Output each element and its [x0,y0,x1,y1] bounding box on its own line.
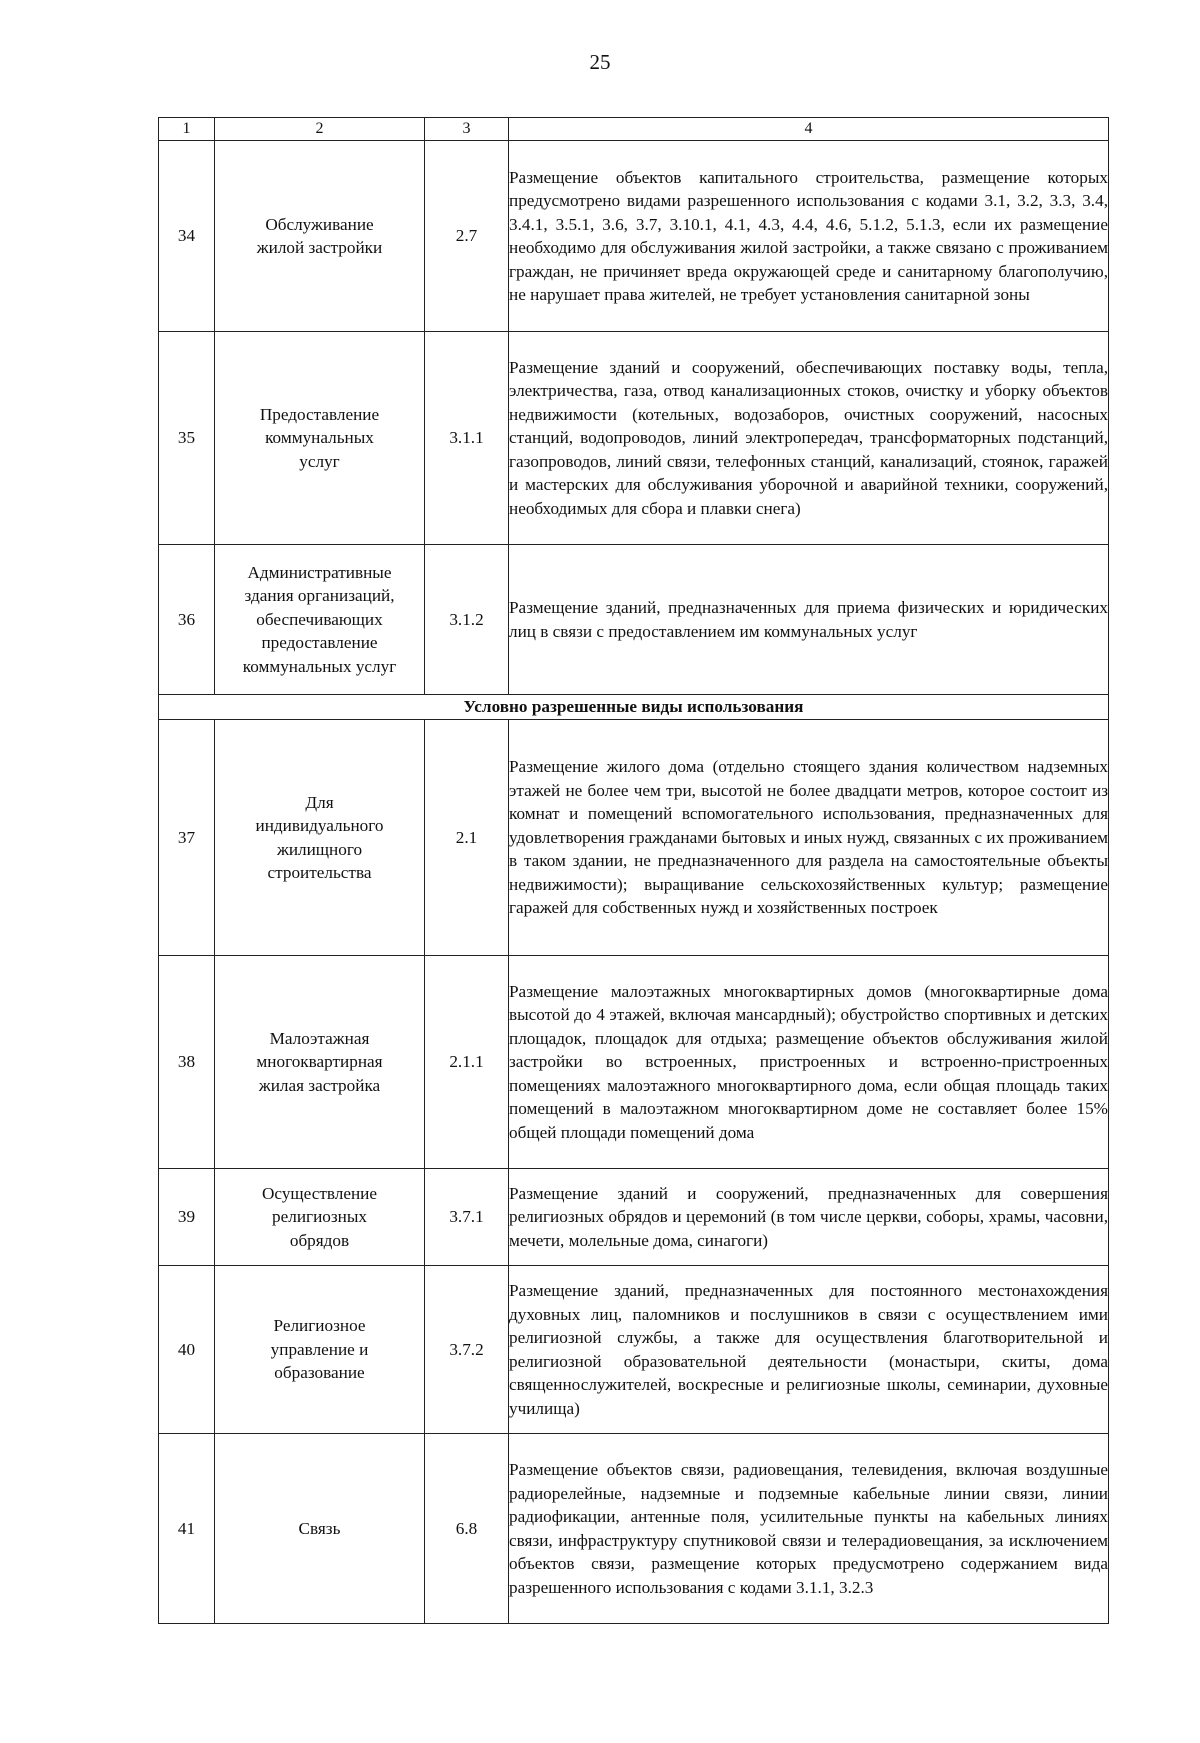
use-type-code: 2.1 [425,720,509,956]
use-type-name: Малоэтажная многоквартирная жилая застройка [215,956,425,1169]
column-header-4: 4 [509,118,1109,141]
use-type-description: Размещение зданий, предназначенных для приема физических и юридических лиц в связи с предоставлением им коммунальных услуг [509,545,1109,695]
table-row [159,1434,1109,1624]
use-type-code: 3.7.2 [425,1266,509,1434]
row-number: 39 [159,1169,215,1266]
table-row [159,720,1109,956]
table-row [159,545,1109,695]
use-type-code: 3.1.1 [425,332,509,545]
row-number: 38 [159,956,215,1169]
table-row [159,1169,1109,1266]
row-number: 40 [159,1266,215,1434]
use-type-name: Обслуживание жилой застройки [215,141,425,332]
column-header-1: 1 [159,118,215,141]
header-row [159,118,1109,141]
row-number: 35 [159,332,215,545]
use-type-name: Для индивидуального жилищного строительства [215,720,425,956]
use-type-code: 3.1.2 [425,545,509,695]
land-use-table [158,117,1109,1624]
use-type-code: 2.1.1 [425,956,509,1169]
row-number: 41 [159,1434,215,1624]
table-row [159,956,1109,1169]
column-header-2: 2 [215,118,425,141]
use-type-code: 6.8 [425,1434,509,1624]
page-number: 25 [589,50,611,74]
section-title: Условно разрешенные виды использования [159,695,1109,720]
use-type-name: Связь [215,1434,425,1624]
column-header-3: 3 [425,118,509,141]
section-row [159,695,1109,720]
use-type-description: Размещение зданий, предназначенных для постоянного местонахождения духовных лиц, паломников и послушников в связи с осуществлением ими религиозной службы, а также для осуществления благотворительной и религиозной образовательной деятельности (монастыри, скиты, дома священнослужителей, воскресные и религиозные школы, семинарии, духовные училища) [509,1266,1109,1434]
table-row [159,1266,1109,1434]
use-type-name: Предоставление коммунальных услуг [215,332,425,545]
row-number: 37 [159,720,215,956]
use-type-description: Размещение зданий и сооружений, предназначенных для совершения религиозных обрядов и церемоний (в том числе церкви, соборы, храмы, часовни, мечети, молельные дома, синагоги) [509,1169,1109,1266]
use-type-name: Осуществление религиозных обрядов [215,1169,425,1266]
table-row [159,332,1109,545]
use-type-code: 2.7 [425,141,509,332]
table-row [159,141,1109,332]
row-number: 34 [159,141,215,332]
use-type-description: Размещение жилого дома (отдельно стоящего здания количеством надземных этажей не более чем три, высотой не более двадцати метров, которое состоит из комнат и помещений вспомогательного использования, предназначенных для удовлетворения гражданами бытовых и иных нужд, связанных с их проживанием в таком здании, не предназначенного для раздела на самостоятельные объекты недвижимости); выращивание сельскохозяйственных культур; размещение гаражей для собственных нужд и хозяйственных построек [509,720,1109,956]
use-type-name: Административные здания организаций, обеспечивающих предоставление коммунальных услуг [215,545,425,695]
use-type-description: Размещение объектов связи, радиовещания, телевидения, включая воздушные радиорелейные, надземные и подземные кабельные линии связи, линии радиофикации, антенные поля, усилительные пункты на кабельных линиях связи, инфраструктуру спутниковой связи и телерадиовещания, за исключением объектов связи, размещение которых предусмотрено содержанием вида разрешенного использования с кодами 3.1.1, 3.2.3 [509,1434,1109,1624]
row-number: 36 [159,545,215,695]
use-type-description: Размещение зданий и сооружений, обеспечивающих поставку воды, тепла, электричества, газа, отвод канализационных стоков, очистку и уборку объектов недвижимости (котельных, водозаборов, очистных сооружений, насосных станций, водопроводов, линий электропередач, трансформаторных подстанций, газопроводов, линий связи, телефонных станций, канализаций, стоянок, гаражей и мастерских для обслуживания уборочной и аварийной техники, сооружений, необходимых для сбора и плавки снега) [509,332,1109,545]
use-type-description: Размещение малоэтажных многоквартирных домов (многоквартирные дома высотой до 4 этажей, включая мансардный); обустройство спортивных и детских площадок, площадок для отдыха; размещение объектов обслуживания жилой застройки во встроенных, пристроенных и встроенно-пристроенных помещениях малоэтажного многоквартирного дома, если общая площадь таких помещений в малоэтажном многоквартирном доме не составляет более 15% общей площади помещений дома [509,956,1109,1169]
use-type-name: Религиозное управление и образование [215,1266,425,1434]
use-type-description: Размещение объектов капитального строительства, размещение которых предусмотрено видами разрешенного использования с кодами 3.1, 3.2, 3.3, 3.4, 3.4.1, 3.5.1, 3.6, 3.7, 3.10.1, 4.1, 4.3, 4.4, 4.6, 5.1.2, 5.1.3, если их размещение необходимо для обслуживания жилой застройки, а также связано с проживанием граждан, не причиняет вреда окружающей среде и санитарному благополучию, не нарушает права жителей, не требует установления санитарной зоны [509,141,1109,332]
use-type-code: 3.7.1 [425,1169,509,1266]
